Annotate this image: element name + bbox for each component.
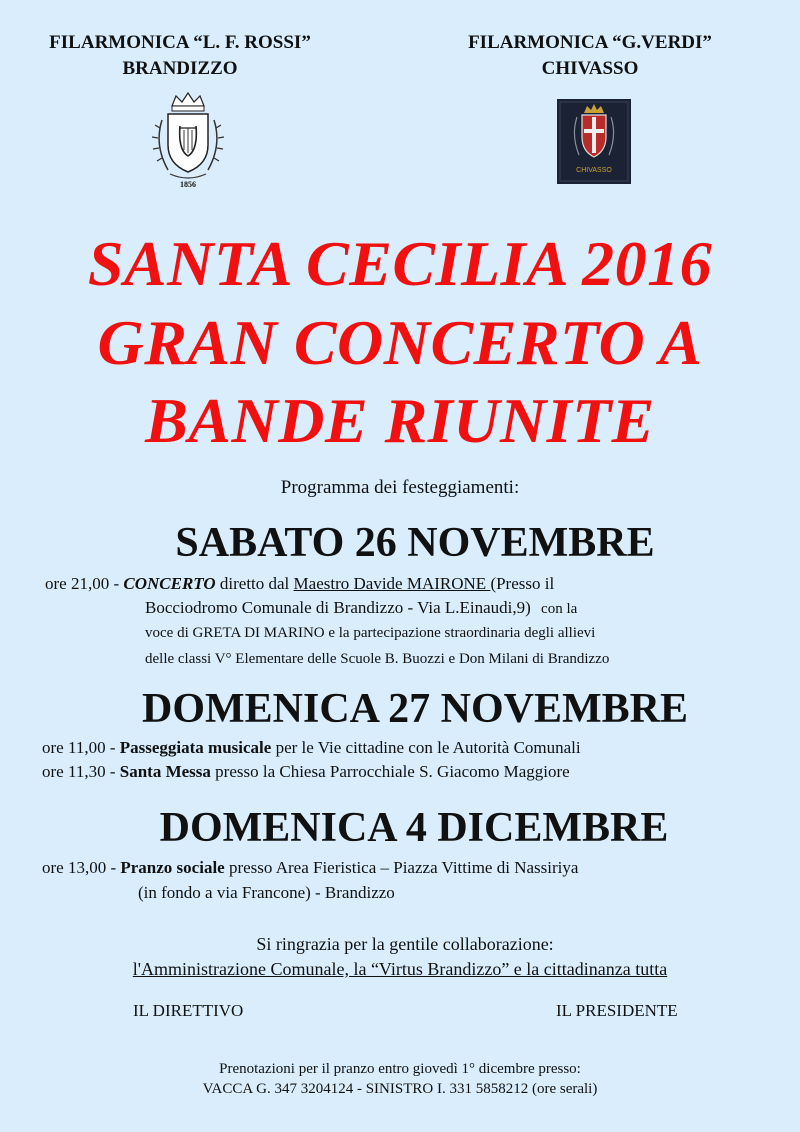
- left-emblem-logo: [148, 90, 228, 190]
- dom4-line-1: [42, 856, 578, 880]
- main-title-line-3: BANDE RIUNITE: [145, 385, 655, 456]
- left-emblem-year: 1856: [180, 180, 196, 189]
- right-org-city: CHIVASSO: [541, 58, 639, 79]
- dom27-line-1: [42, 736, 581, 760]
- venue-text: Bocciodromo Comunale di Brandizzo - Via L.Einaudi,9): [145, 598, 531, 617]
- event-name: CONCERTO: [123, 574, 216, 593]
- dom4-line-2: (in fondo a via Francone) - Brandizzo: [138, 883, 395, 902]
- time-label: ore 13,00 -: [42, 858, 121, 877]
- left-org-city: BRANDIZZO: [122, 58, 238, 79]
- thanks-underlined: l'Amministrazione Comunale, la “Virtus Brandizzo” e la cittadinanza tutta: [132, 959, 668, 979]
- left-org-name: FILARMONICA “L. F. ROSSI”: [49, 32, 311, 53]
- event-name: Pranzo sociale: [120, 858, 225, 877]
- sabato-line-1: [45, 572, 554, 596]
- footer-line-2: VACCA G. 347 3204124 - SINISTRO I. 331 5858212 (ore serali): [202, 1081, 598, 1097]
- main-title-line-2: GRAN CONCERTO A: [97, 307, 703, 378]
- day-heading-domenica-4: DOMENICA 4 DICEMBRE: [159, 805, 669, 851]
- day-heading-domenica-27: DOMENICA 27 NOVEMBRE: [141, 686, 689, 732]
- footer-line-1: Prenotazioni per il pranzo entro giovedì 1° dicembre presso:: [219, 1061, 581, 1077]
- event-text: per le Vie cittadine con le Autorità Comunali: [271, 738, 581, 757]
- main-title-line-1: SANTA CECILIA 2016: [87, 228, 713, 299]
- conductor-name: Maestro Davide MAIRONE: [293, 574, 491, 593]
- sabato-line-3: voce di GRETA DI MARINO e la partecipazione straordinaria degli allievi: [145, 625, 596, 641]
- day-heading-sabato: SABATO 26 NOVEMBRE: [175, 520, 655, 566]
- right-org-header: [440, 30, 740, 82]
- signature-direttivo: IL DIRETTIVO: [133, 1001, 244, 1020]
- dom27-line-2: [42, 760, 570, 784]
- signature-presidente: IL PRESIDENTE: [556, 1001, 678, 1020]
- event-name: Passeggiata musicale: [119, 738, 272, 757]
- thanks-line-1: Si ringrazia per la gentile collaborazione:: [256, 934, 554, 954]
- event-text: (Presso il: [490, 574, 555, 593]
- event-text: presso Area Fieristica – Piazza Vittime di Nassiriya: [224, 858, 579, 877]
- right-org-name: FILARMONICA “G.VERDI”: [468, 32, 712, 53]
- left-org-header: [30, 30, 330, 82]
- venue-text: con la: [541, 601, 578, 617]
- time-label: ore 11,30 -: [42, 762, 120, 781]
- right-badge-text: CHIVASSO: [576, 167, 612, 174]
- event-name: Santa Messa: [119, 762, 211, 781]
- program-intro: Programma dei festeggiamenti:: [280, 477, 520, 498]
- event-text: diretto dal: [215, 574, 294, 593]
- sabato-line-2: [145, 596, 577, 621]
- sabato-line-4: delle classi V° Elementare delle Scuole B. Buozzi e Don Milani di Brandizzo: [145, 651, 610, 667]
- time-label: ore 21,00 -: [45, 574, 124, 593]
- time-label: ore 11,00 -: [42, 738, 120, 757]
- event-text: presso la Chiesa Parrocchiale S. Giacomo Maggiore: [210, 762, 570, 781]
- thanks-line-2: [0, 957, 800, 981]
- right-badge-logo: [557, 99, 631, 184]
